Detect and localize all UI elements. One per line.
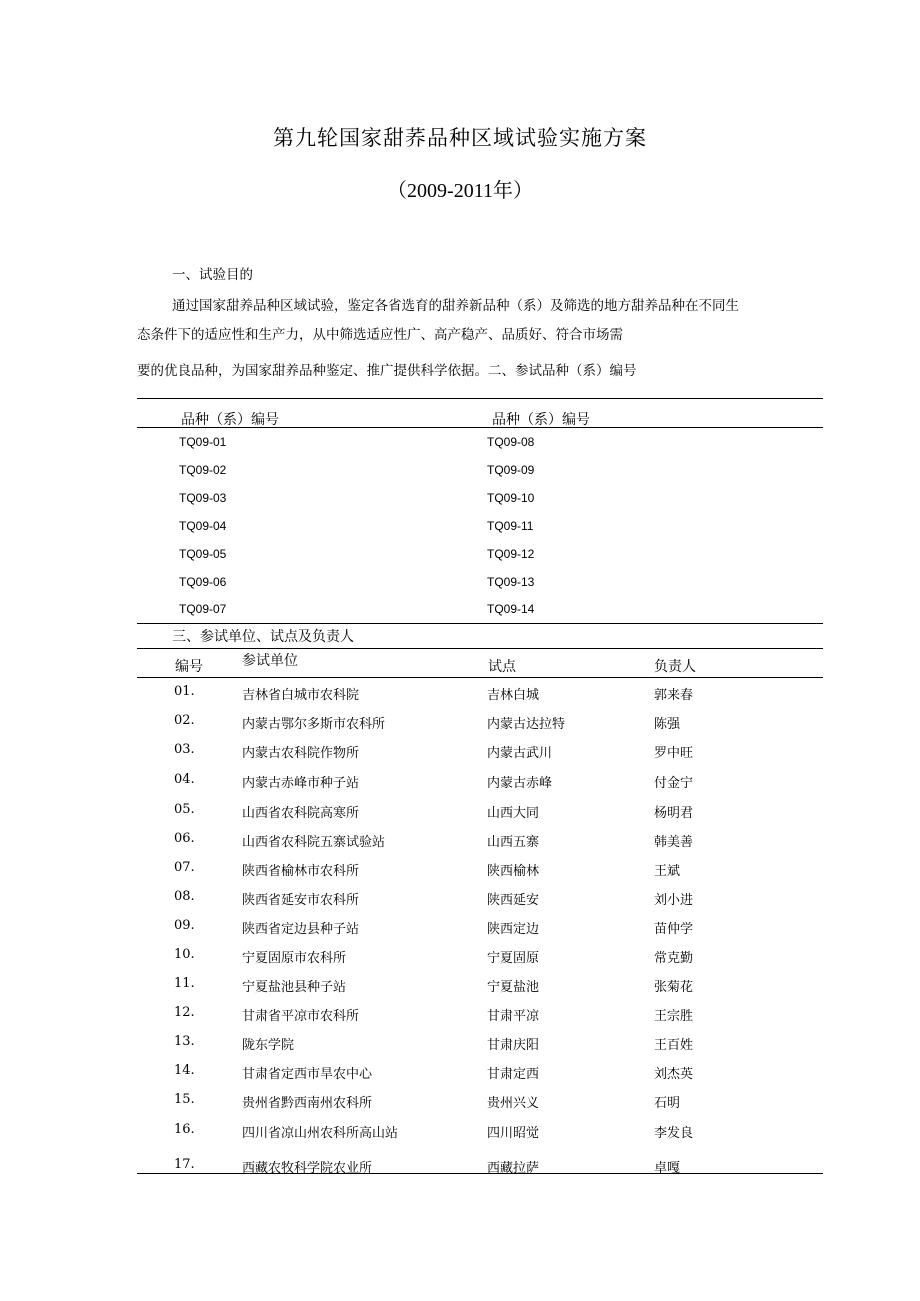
row-unit: 山西省农科院高寒所 <box>242 806 360 821</box>
variety-code: TQ09-10 <box>487 491 535 505</box>
row-site: 陕西延安 <box>487 893 540 908</box>
row-person: 王斌 <box>654 864 681 879</box>
row-unit: 山西省农科院五寨试验站 <box>242 835 386 850</box>
row-person: 罗中旺 <box>654 746 694 761</box>
row-unit: 吉林省白城市农科院 <box>242 688 360 703</box>
document-title: 第九轮国家甜荞品种区域试验实施方案 <box>273 126 647 150</box>
row-unit: 内蒙古农科院作物所 <box>242 746 360 761</box>
row-num: 12. <box>174 1005 195 1020</box>
document-subtitle: （2009-2011年） <box>387 180 533 202</box>
row-person: 刘小进 <box>654 893 694 908</box>
row-person: 常克勤 <box>654 951 694 966</box>
participant-table-top-rule <box>137 648 823 649</box>
row-num: 08. <box>174 889 195 904</box>
row-unit: 四川省凉山州农科所高山站 <box>242 1126 399 1141</box>
row-num: 09. <box>174 918 195 933</box>
row-person: 付金宁 <box>654 776 694 791</box>
row-unit: 甘肃省平凉市农科所 <box>242 1009 360 1024</box>
header-person: 负责人 <box>654 659 696 675</box>
row-num: 02. <box>174 713 195 728</box>
variety-code: TQ09-01 <box>179 435 227 449</box>
row-num: 03. <box>174 742 195 757</box>
row-person: 苗仲学 <box>654 922 694 937</box>
variety-header-right: 品种（系）编号 <box>492 412 590 428</box>
row-num: 16. <box>174 1122 195 1137</box>
section3-heading: 三、参试单位、试点及负责人 <box>172 629 354 645</box>
variety-code: TQ09-14 <box>487 602 535 616</box>
variety-code: TQ09-09 <box>487 463 535 477</box>
row-num: 11. <box>174 976 195 991</box>
row-unit: 西藏农牧科学院农业所 <box>242 1161 373 1176</box>
variety-code: TQ09-07 <box>179 602 227 616</box>
participant-table-header-rule <box>137 677 823 678</box>
row-num: 04. <box>174 772 195 787</box>
variety-header-left: 品种（系）编号 <box>181 412 279 428</box>
row-site: 甘肃平凉 <box>487 1009 540 1024</box>
row-person: 郭来春 <box>654 688 694 703</box>
variety-code: TQ09-13 <box>487 575 535 589</box>
row-num: 17. <box>174 1157 195 1172</box>
row-site: 宁夏固原 <box>487 951 540 966</box>
row-num: 14. <box>174 1063 195 1078</box>
row-site: 内蒙古赤峰 <box>487 776 553 791</box>
header-site: 试点 <box>488 659 516 675</box>
variety-code: TQ09-11 <box>487 519 534 533</box>
row-site: 山西五寨 <box>487 835 540 850</box>
row-person: 张菊花 <box>654 980 694 995</box>
variety-code: TQ09-04 <box>179 519 227 533</box>
variety-code: TQ09-06 <box>179 575 227 589</box>
row-site: 宁夏盐池 <box>487 980 540 995</box>
row-person: 杨明君 <box>654 806 694 821</box>
section3-top-rule <box>137 623 823 624</box>
variety-code: TQ09-08 <box>487 435 535 449</box>
row-unit: 陕西省定边县种子站 <box>242 922 360 937</box>
row-unit: 内蒙古赤峰市种子站 <box>242 776 360 791</box>
row-site: 贵州兴义 <box>487 1096 540 1111</box>
variety-code: TQ09-02 <box>179 463 227 477</box>
variety-table-header-rule <box>137 427 823 428</box>
row-num: 06. <box>174 831 195 846</box>
row-person: 王百姓 <box>654 1038 694 1053</box>
row-num: 05. <box>174 802 195 817</box>
variety-code: TQ09-05 <box>179 547 227 561</box>
row-unit: 陕西省延安市农科所 <box>242 893 360 908</box>
paragraph-line-2: 态条件下的适应性和生产力，从中筛选适应性广、高产稳产、品质好、符合市场需 <box>137 327 623 343</box>
variety-code: TQ09-12 <box>487 547 535 561</box>
row-person: 卓嘎 <box>654 1161 681 1176</box>
row-site: 四川昭觉 <box>487 1126 540 1141</box>
row-unit: 陇东学院 <box>242 1038 295 1053</box>
row-site: 甘肃庆阳 <box>487 1038 540 1053</box>
row-unit: 宁夏盐池县种子站 <box>242 980 347 995</box>
row-num: 13. <box>174 1034 195 1049</box>
row-unit: 贵州省黔西南州农科所 <box>242 1096 373 1111</box>
participant-table-bottom-rule <box>137 1173 823 1174</box>
header-num: 编号 <box>175 659 203 675</box>
row-unit: 宁夏固原市农科所 <box>242 951 347 966</box>
row-site: 甘肃定西 <box>487 1067 540 1082</box>
row-site: 内蒙古武川 <box>487 746 553 761</box>
row-person: 刘杰英 <box>654 1067 694 1082</box>
row-num: 15. <box>174 1092 195 1107</box>
row-site: 西藏拉萨 <box>487 1161 540 1176</box>
row-site: 内蒙古达拉特 <box>487 717 566 732</box>
header-unit: 参试单位 <box>242 653 298 669</box>
section1-heading: 一、试验目的 <box>172 267 253 283</box>
row-person: 王宗胜 <box>654 1009 694 1024</box>
row-num: 07. <box>174 860 195 875</box>
variety-code: TQ09-03 <box>179 491 227 505</box>
paragraph-line-1: 通过国家甜养品种区域试验，鉴定各省选育的甜养新品种（系）及筛选的地方甜养品种在不同生 <box>172 298 739 314</box>
row-site: 陕西定边 <box>487 922 540 937</box>
paragraph-line-3: 要的优良品种，为国家甜养品种鉴定、推广提供科学依据。二、参试品种（系）编号 <box>137 363 637 379</box>
row-site: 山西大同 <box>487 806 540 821</box>
row-site: 吉林白城 <box>487 688 540 703</box>
row-person: 石明 <box>654 1096 681 1111</box>
row-unit: 内蒙古鄂尔多斯市农科所 <box>242 717 386 732</box>
row-unit: 甘肃省定西市旱农中心 <box>242 1067 373 1082</box>
variety-table-top-rule <box>137 398 823 399</box>
row-num: 01. <box>174 684 195 699</box>
row-person: 韩美善 <box>654 835 694 850</box>
row-person: 李发良 <box>654 1126 694 1141</box>
row-person: 陈强 <box>654 717 681 732</box>
row-num: 10. <box>174 947 195 962</box>
row-site: 陕西榆林 <box>487 864 540 879</box>
row-unit: 陕西省榆林市农科所 <box>242 864 360 879</box>
